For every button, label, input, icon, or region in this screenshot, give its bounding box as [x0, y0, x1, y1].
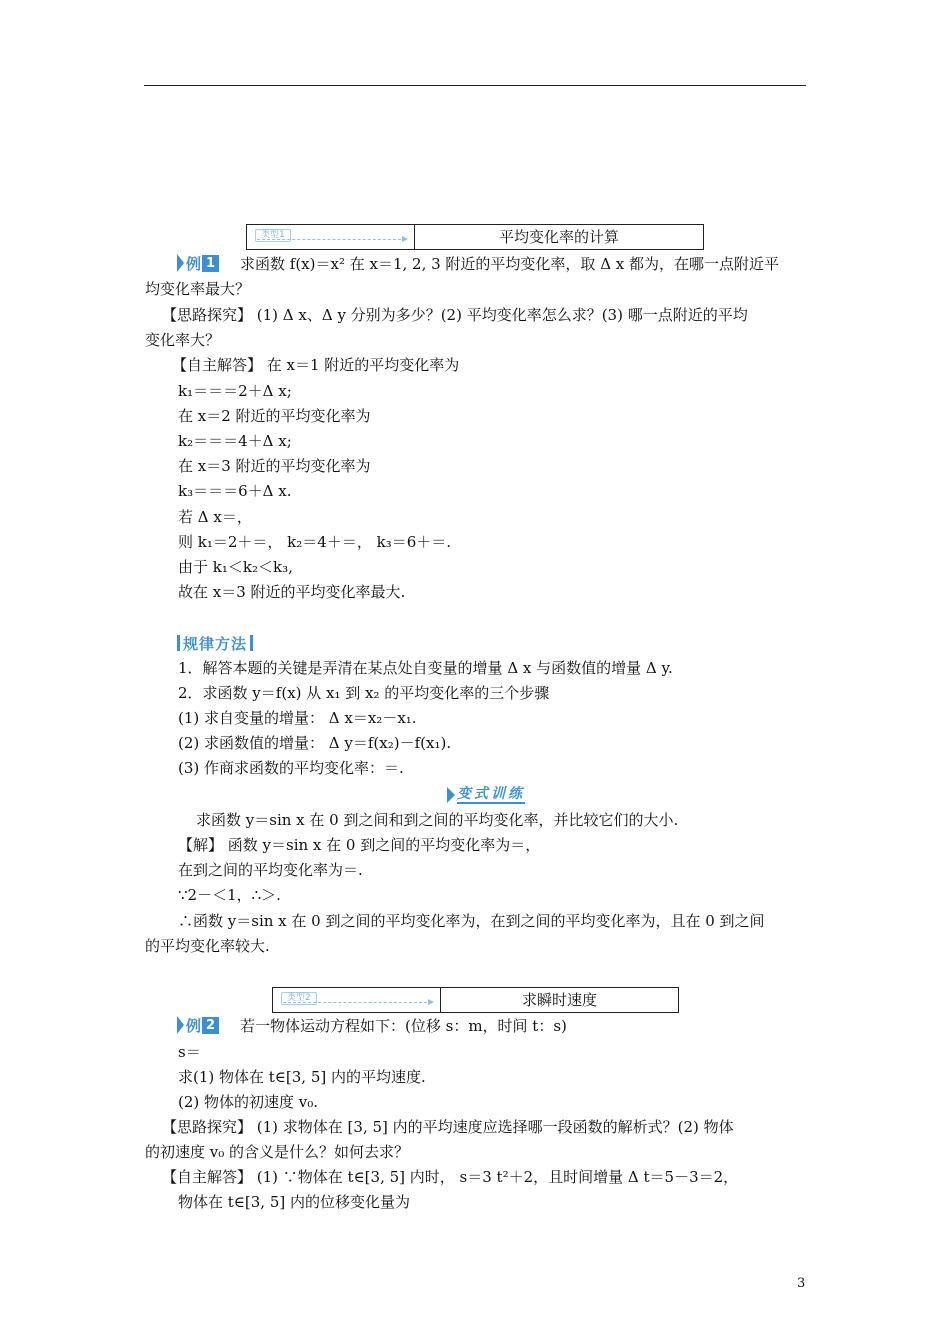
- section-type-label: [273, 988, 441, 1012]
- play-icon: [447, 787, 455, 803]
- variant-heading-text: 变式训练: [457, 785, 525, 802]
- variant-line: 【解】 函数 y＝sin x 在 0 到之间的平均变化率为＝，: [178, 836, 541, 854]
- solution-line: k₁＝＝＝2＋Δ x;: [178, 382, 292, 400]
- thinking-explore-line: 【思路探究】 (1) 求物体在 [3, 5] 内的平均速度应选择哪一段函数的解析式？(2) 物体: [162, 1118, 734, 1136]
- example-word: 例: [186, 1016, 202, 1035]
- variant-training-heading: [447, 786, 525, 804]
- example1-text-line: 求函数 f(x)＝x² 在 x＝1, 2, 3 附近的平均变化率，取 Δ x 都为，在哪一点附近平: [240, 255, 780, 273]
- rule-line: (1) 求自变量的增量： Δ x＝x₂－x₁.: [178, 709, 417, 727]
- example1-text-line: 均变化率最大？: [145, 280, 251, 298]
- rule-line: 1．解答本题的关键是弄清在某点处自变量的增量 Δ x 与函数值的增量 Δ y.: [178, 659, 673, 677]
- arrow-icon: [257, 239, 406, 240]
- example-word: 例: [186, 254, 202, 273]
- variant-line: 的平均变化率较大.: [145, 937, 270, 955]
- section-title: 求瞬时速度: [521, 991, 597, 1009]
- example2-text-line: 若一物体运动方程如下：(位移 s：m，时间 t：s): [240, 1017, 567, 1035]
- solution-line: 在 x＝2 附近的平均变化率为: [178, 407, 371, 425]
- example-number: 1: [202, 255, 219, 272]
- example2-text-line: 求(1) 物体在 t∈[3, 5] 内的平均速度.: [178, 1068, 426, 1086]
- solution-line: 【自主解答】 (1) ∵物体在 t∈[3, 5] 内时， s＝3 t²＋2，且时间增量 Δ t＝5－3＝2，: [162, 1168, 739, 1186]
- variant-line: 求函数 y＝sin x 在 0 到之间和到之间的平均变化率，并比较它们的大小.: [196, 811, 679, 829]
- section-title: 平均变化率的计算: [498, 228, 619, 246]
- arrow-icon: [283, 1002, 432, 1003]
- type-tag: 类型2: [281, 992, 317, 1005]
- example-badge-2: [177, 1015, 219, 1035]
- solution-line: 【自主解答】 在 x＝1 附近的平均变化率为: [172, 356, 460, 374]
- rule-line: (3) 作商求函数的平均变化率：＝.: [178, 759, 404, 777]
- heading-bar-left: [177, 635, 180, 651]
- section-type-label: [247, 225, 415, 249]
- example2-text-line: (2) 物体的初速度 v₀.: [178, 1093, 319, 1111]
- section-banner-1: [246, 224, 704, 250]
- header-rule: [144, 85, 806, 86]
- solution-line: 物体在 t∈[3, 5] 内的位移变化量为: [178, 1193, 410, 1211]
- thinking-explore-line: 变化率大？: [145, 331, 221, 349]
- triangle-icon: [177, 254, 184, 272]
- solution-line: 则 k₁＝2＋＝， k₂＝4＋＝， k₃＝6＋＝.: [178, 533, 452, 551]
- thinking-explore-line: 【思路探究】 (1) Δ x、Δ y 分别为多少？(2) 平均变化率怎么求？(3) 哪一点附近的平均: [162, 306, 748, 324]
- rule-line: (2) 求函数值的增量： Δ y＝f(x₂)－f(x₁).: [178, 734, 452, 752]
- solution-line: k₃＝＝＝6＋Δ x.: [178, 482, 292, 500]
- variant-line: ∴函数 y＝sin x 在 0 到之间的平均变化率为，在到之间的平均变化率为，且在 0 到之间: [178, 912, 765, 930]
- heading-bar-right: [250, 635, 253, 651]
- solution-line: 由于 k₁＜k₂＜k₃,: [178, 558, 293, 576]
- type-tag: 类型1: [255, 229, 291, 242]
- solution-line: k₂＝＝＝4＋Δ x;: [178, 432, 292, 450]
- solution-line: 故在 x＝3 附近的平均变化率最大.: [178, 583, 406, 601]
- variant-line: 在到之间的平均变化率为＝.: [178, 861, 363, 879]
- example2-text-line: s＝: [178, 1043, 201, 1061]
- rule-line: 2．求函数 y＝f(x) 从 x₁ 到 x₂ 的平均变化率的三个步骤: [178, 684, 550, 702]
- section-banner-2: [272, 987, 679, 1013]
- rule-heading-text: 规律方法: [183, 634, 248, 653]
- solution-line: 在 x＝3 附近的平均变化率为: [178, 457, 371, 475]
- thinking-explore-line: 的初速度 v₀ 的含义是什么？如何去求？: [145, 1143, 410, 1161]
- solution-line: 若 Δ x＝，: [178, 508, 252, 526]
- example-number: 2: [202, 1017, 219, 1034]
- triangle-icon: [177, 1016, 184, 1034]
- variant-line: ∵2－＜1，∴＞.: [178, 886, 281, 904]
- page-number: 3: [797, 1276, 806, 1291]
- example-badge-1: [177, 253, 219, 273]
- rule-method-heading: [177, 633, 253, 653]
